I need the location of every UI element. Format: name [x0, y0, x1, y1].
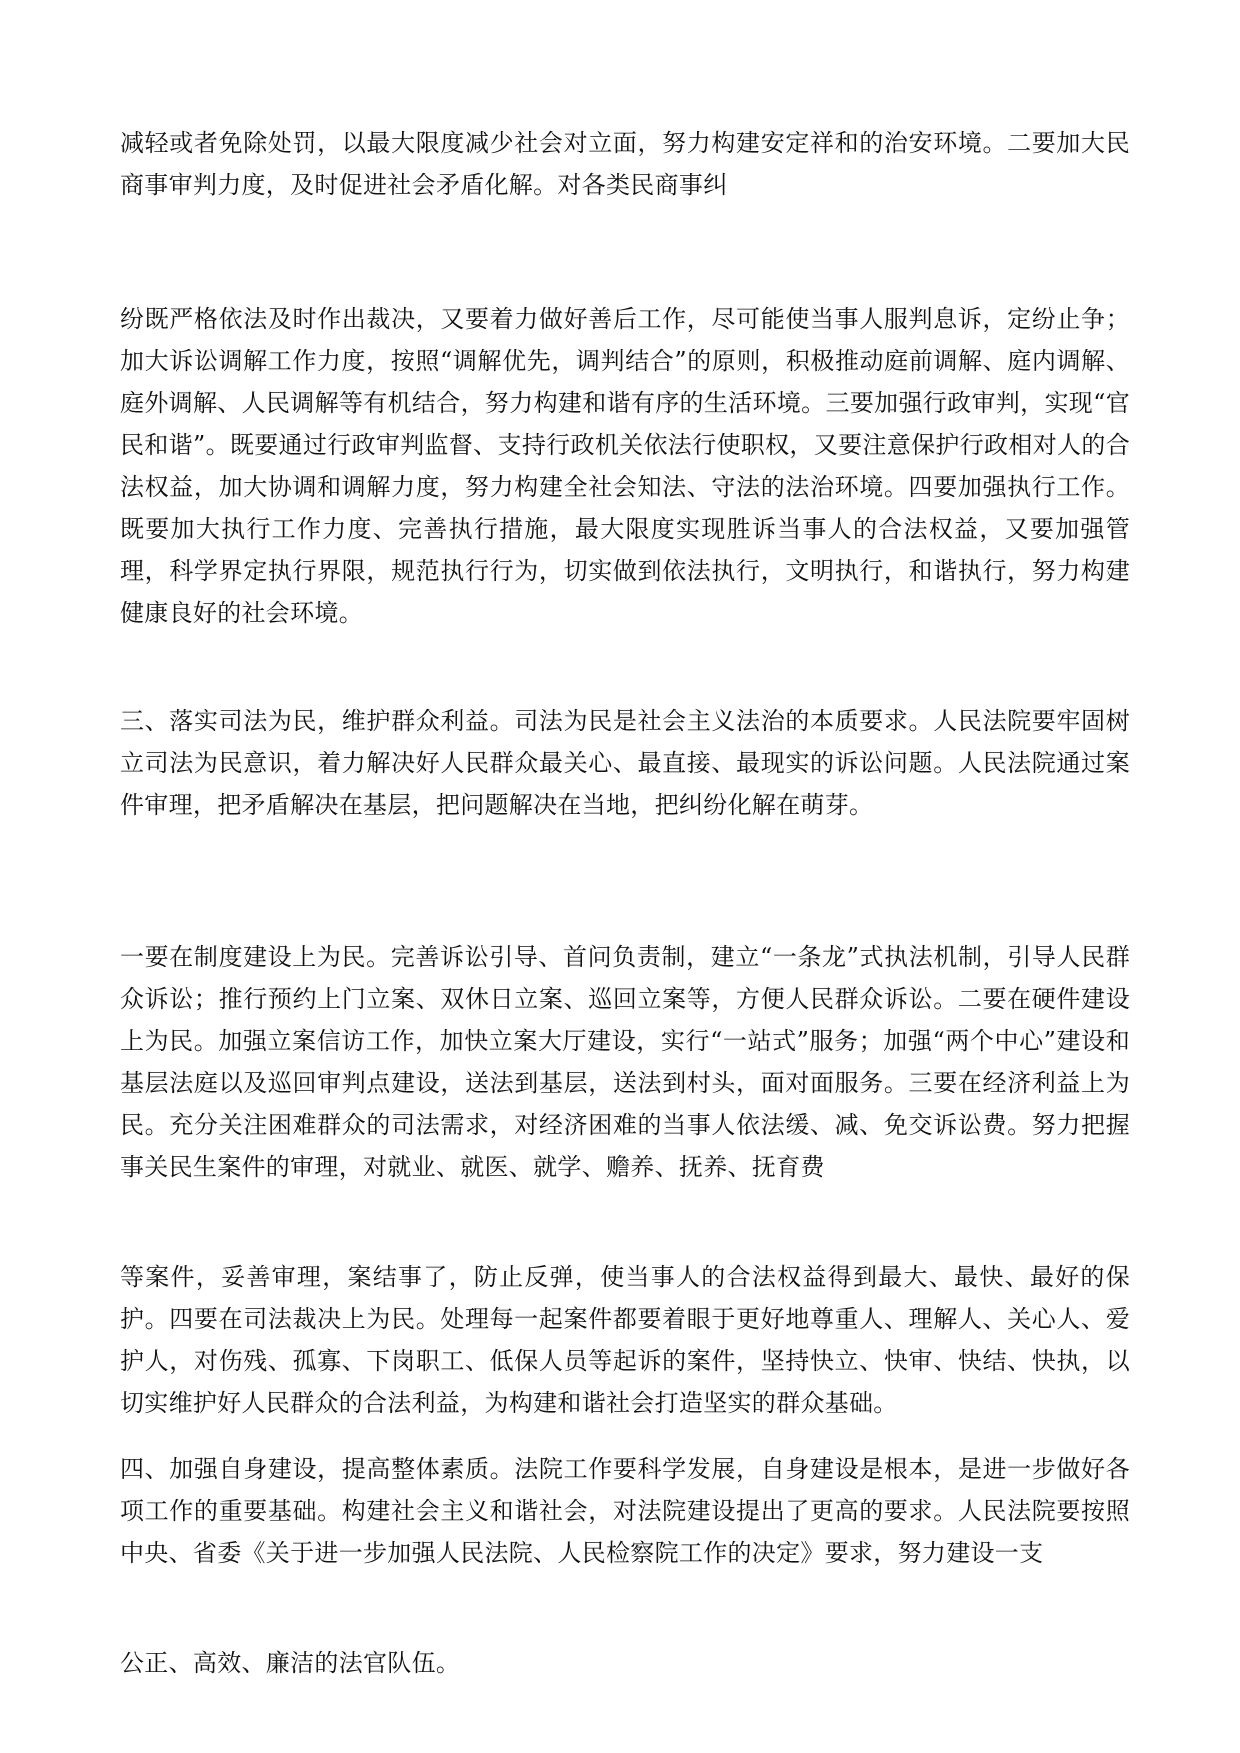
paragraph-1: 减轻或者免除处罚，以最大限度减少社会对立面，努力构建安定祥和的治安环境。二要加大民商事审判力度，及时促进社会矛盾化解。对各类民商事纠: [120, 129, 1130, 199]
paragraph-7: 公正、高效、廉洁的法官队伍。: [120, 1649, 461, 1677]
paragraph-2: 纷既严格依法及时作出裁决，又要着力做好善后工作，尽可能使当事人服判息诉，定纷止争；加大诉讼调解工作力度，按照“调解优先，调判结合”的原则，积极推动庭前调解、庭内调解、庭外调解、人民调解等有机结合，努力构建和谐有序的生活环境。三要加强行政审判，实现“官民和谐”。既要通过行政审判监督、支持行政机关依法行使职权，又要注意保护行政相对人的合法权益，加大协调和调解力度，努力构建全社会知法、守法的法治环境。四要加强执行工作。既要加大执行工作力度、完善执行措施，最大限度实现胜诉当事人的合法权益，又要加强管理，科学界定执行界限，规范执行行为，切实做到依法执行，文明执行，和谐执行，努力构建健康良好的社会环境。: [120, 305, 1130, 627]
paragraph-3: 三、落实司法为民，维护群众利益。司法为民是社会主义法治的本质要求。人民法院要牢固树立司法为民意识，着力解决好人民群众最关心、最直接、最现实的诉讼问题。人民法院通过案件审理，把矛盾解决在基层，把问题解决在当地，把纠纷化解在萌芽。: [120, 707, 1130, 819]
paragraph-5: 等案件，妥善审理，案结事了，防止反弹，使当事人的合法权益得到最大、最快、最好的保护。四要在司法裁决上为民。处理每一起案件都要着眼于更好地尊重人、理解人、关心人、爱护人，对伤残、孤寡、下岗职工、低保人员等起诉的案件，坚持快立、快审、快结、快执，以切实维护好人民群众的合法利益，为构建和谐社会打造坚实的群众基础。: [120, 1263, 1130, 1417]
paragraph-4: 一要在制度建设上为民。完善诉讼引导、首问负责制，建立“一条龙”式执法机制，引导人民群众诉讼；推行预约上门立案、双休日立案、巡回立案等，方便人民群众诉讼。二要在硬件建设上为民。加强立案信访工作，加快立案大厅建设，实行“一站式”服务；加强“两个中心”建设和基层法庭以及巡回审判点建设，送法到基层，送法到村头，面对面服务。三要在经济利益上为民。充分关注困难群众的司法需求，对经济困难的当事人依法缓、减、免交诉讼费。努力把握事关民生案件的审理，对就业、就医、就学、赡养、抚养、抚育费: [120, 943, 1130, 1181]
paragraph-6: 四、加强自身建设，提高整体素质。法院工作要科学发展，自身建设是根本，是进一步做好各项工作的重要基础。构建社会主义和谐社会，对法院建设提出了更高的要求。人民法院要按照中央、省委《关于进一步加强人民法院、人民检察院工作的决定》要求，努力建设一支: [120, 1455, 1130, 1567]
